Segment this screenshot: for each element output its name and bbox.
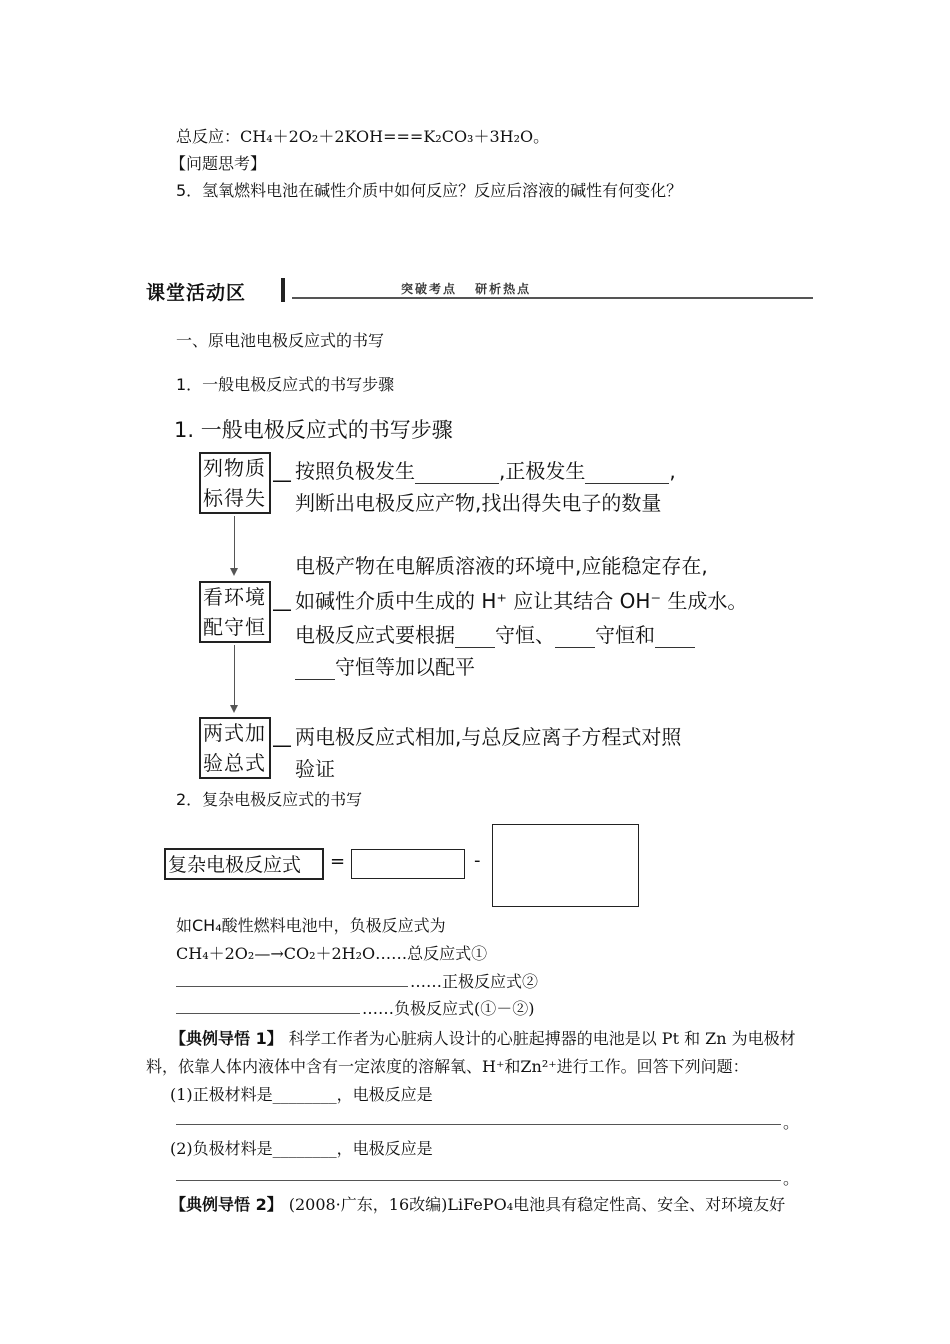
step2-connector: — bbox=[272, 597, 292, 621]
step1-box-text bbox=[203, 453, 266, 513]
example-eq3: ……负极反应式(①－②) bbox=[362, 999, 535, 1018]
blank-negative bbox=[415, 465, 499, 484]
example1-line1 bbox=[170, 1026, 796, 1049]
step3-box-text bbox=[203, 718, 266, 778]
step2-text-d bbox=[295, 651, 475, 680]
step1-box-line2: 标得失 bbox=[203, 486, 266, 510]
complex-box-label: 复杂电极反应式 bbox=[168, 854, 302, 876]
example1-q2-period: 。 bbox=[783, 1169, 800, 1188]
banner-bar bbox=[281, 278, 285, 302]
example-eq1: CH₄＋2O₂—→CO₂＋2H₂O……总反应式① bbox=[176, 944, 488, 963]
figure-title: 1. 一般电极反应式的书写步骤 bbox=[174, 418, 453, 442]
arrow-1-head bbox=[230, 568, 238, 576]
step1-text-a3: , bbox=[669, 459, 676, 483]
step1-text-b: 判断出电极反应产物,找出得失电子的数量 bbox=[295, 491, 662, 515]
arrow-2-head bbox=[230, 705, 238, 713]
step2-text-c3: 守恒和 bbox=[595, 623, 655, 647]
step1-connector: — bbox=[272, 468, 292, 492]
step2-text-b: 如碱性介质中生成的 H⁺ 应让其结合 OH⁻ 生成水。 bbox=[295, 589, 748, 613]
step2-box-text bbox=[203, 582, 266, 642]
total-reaction-label: 总反应： bbox=[176, 127, 241, 146]
example1-q2-answer-line[interactable] bbox=[176, 1180, 781, 1181]
example1-q1-answer-line[interactable] bbox=[176, 1124, 781, 1125]
example-eq2-blank bbox=[176, 986, 408, 987]
section-banner bbox=[146, 278, 813, 302]
step3-box-line1: 两式加 bbox=[203, 721, 266, 745]
question-5: 5．氢氧燃料电池在碱性介质中如何反应？反应后溶液的碱性有何变化？ bbox=[176, 181, 683, 200]
positive-box bbox=[351, 849, 465, 879]
example2-label: 【典例导悟 2】 bbox=[170, 1195, 283, 1214]
example-intro: 如CH₄酸性燃料电池中，负极反应式为 bbox=[176, 916, 446, 935]
banner-subtitle: 突破考点 研析热点 bbox=[401, 282, 532, 296]
example-eq2: ……正极反应式② bbox=[410, 972, 539, 991]
blank-conservation-2 bbox=[555, 629, 595, 648]
equals-sign: = bbox=[330, 851, 346, 872]
arrow-2 bbox=[234, 645, 235, 707]
arrow-1 bbox=[234, 516, 235, 570]
subsection-2: 2．复杂电极反应式的书写 bbox=[176, 790, 363, 809]
example1-text-line1: 科学工作者为心脏病人设计的心脏起搏器的电池是以 Pt 和 Zn 为电极材 bbox=[288, 1029, 796, 1048]
example1-q1-period: 。 bbox=[783, 1113, 800, 1132]
example1-q2: (2)负极材料是________，电极反应是 bbox=[170, 1139, 433, 1158]
example-eq3-blank bbox=[176, 1013, 360, 1014]
subsection-1: 1．一般电极反应式的书写步骤 bbox=[176, 375, 395, 394]
step2-text-c bbox=[295, 619, 695, 648]
total-reaction bbox=[176, 124, 549, 147]
question-header: 【问题思考】 bbox=[170, 154, 267, 173]
step2-text-d1: 守恒等加以配平 bbox=[335, 655, 475, 679]
step1-text-a2: ,正极发生 bbox=[499, 459, 586, 483]
step3-connector: — bbox=[272, 733, 292, 757]
example1-q1: (1)正极材料是________，电极反应是 bbox=[170, 1085, 433, 1104]
step3-box-line2: 验总式 bbox=[203, 751, 266, 775]
banner-rule bbox=[292, 297, 813, 299]
blank-conservation-3 bbox=[655, 629, 695, 648]
example1-label: 【典例导悟 1】 bbox=[170, 1029, 283, 1048]
step2-box-line2: 配守恒 bbox=[203, 615, 266, 639]
blank-conservation-1 bbox=[455, 629, 495, 648]
blank-conservation-3b bbox=[295, 661, 335, 680]
blank-positive bbox=[585, 465, 669, 484]
total-reaction-equation: CH₄＋2O₂＋2KOH===K₂CO₃＋3H₂O。 bbox=[240, 127, 550, 146]
step2-text-a: 电极产物在电解质溶液的环境中,应能稳定存在, bbox=[295, 554, 708, 578]
example2-line bbox=[170, 1192, 785, 1215]
step1-box-line1: 列物质 bbox=[203, 456, 266, 480]
step2-box-line1: 看环境 bbox=[203, 585, 266, 609]
minus-sign: - bbox=[474, 850, 481, 871]
step3-text-a: 两电极反应式相加,与总反应离子方程式对照 bbox=[295, 725, 682, 749]
step2-text-c1: 电极反应式要根据 bbox=[295, 623, 455, 647]
step1-text-a1: 按照负极发生 bbox=[295, 459, 415, 483]
negative-box bbox=[492, 824, 639, 907]
step1-text-a bbox=[295, 455, 676, 484]
section-heading: 一、原电池电极反应式的书写 bbox=[176, 331, 385, 350]
banner-title: 课堂活动区 bbox=[146, 282, 247, 304]
example2-text: (2008·广东，16改编)LiFePO₄电池具有稳定性高、安全、对环境友好 bbox=[288, 1195, 786, 1214]
step3-text-b: 验证 bbox=[295, 757, 335, 781]
step2-text-c2: 守恒、 bbox=[495, 623, 555, 647]
example1-text-line2: 料，依靠人体内液体中含有一定浓度的溶解氧、H⁺和Zn²⁺进行工作。回答下列问题： bbox=[146, 1057, 749, 1076]
